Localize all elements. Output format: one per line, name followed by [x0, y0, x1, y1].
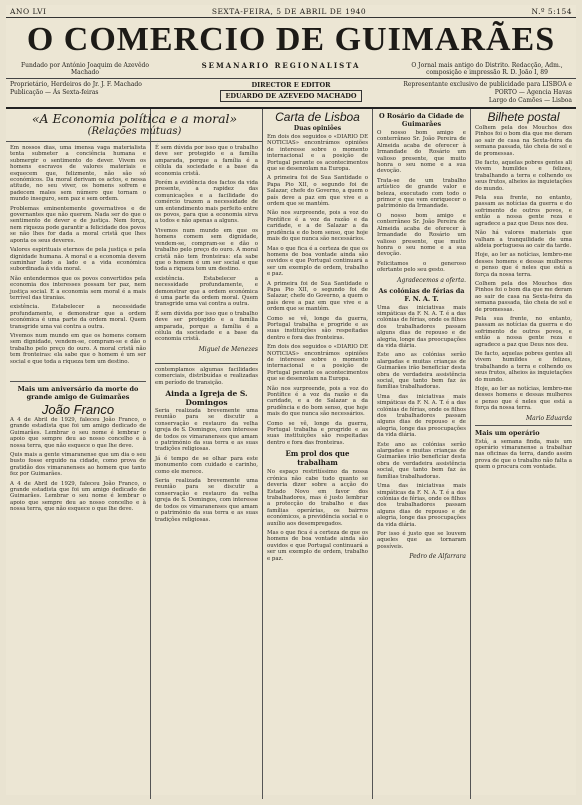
masthead-info: [6, 78, 576, 109]
lead-headline: [6, 109, 263, 142]
oldest-paper: O Jornal mais antigo do Distrito. Redacção, Adm., composição e impressão R. D. João I, 89: [411, 62, 563, 76]
carta-subtitle-2: Em prol dos que trabalham: [285, 449, 350, 468]
rosario-paragraph: O nosso bom amigo e conterrâneo Sr. João Pereira de Almeida acaba de oferecer à Irmandade do Rosário um valioso presente, que muito honra o seu nome e a sua devoção.: [377, 130, 466, 175]
founder: Fundado por António Joaquim de Azevêdo Machado: [21, 62, 149, 76]
director-block: [220, 81, 361, 105]
bilhete-title: Bilhete postal: [487, 110, 560, 124]
igreja-paragraph: Seria realizada brevemente uma reunião para se discutir a conservação e restauro da velha igreja de S. Domingos, com interesse de todos os vimaranenses que amam o património da sua terra e as suas tradições religiosas.: [155, 408, 258, 453]
bilhete-paragraph: Hoje, ao ler as notícias, lembro-me desses homens e dessas mulheres e penso que é neles que está a força da nossa terra.: [475, 252, 572, 278]
masthead-title: O COMERCIO DE GUIMARÃES: [26, 21, 556, 58]
bilhete-paragraph: De facto, aquelas pobres gentes ali vivem humildes e felizes, trabalhando a terra e colhendo os seus frutos, alheios às inquietações do mundo.: [475, 351, 572, 383]
divider: [155, 363, 258, 364]
lead-paragraph: Problemas eminentemente governativos e de governantes que não querem. Nada ser do que o sentimento de dever e de justiça. Nem força, nem riqueza pode garantir a felicidade dos povos se não lhes for dada a moral cristã que lhes aponta os seus deveres.: [10, 205, 146, 244]
lead-signature: Miguel de Menezes: [198, 345, 258, 353]
rosario-paragraph: Felicitamos o generoso ofertante pelo seu gesto.: [377, 260, 466, 274]
lead-paragraph: Não entendermos que os povos convertidos pela economia dos interesses possam ter paz, nem justiça social. E a economia sem moral é a mais terrível das tiranias.: [10, 275, 146, 301]
colonias-signature: Pedro de Alfarrara: [409, 553, 466, 561]
obit-paragraph: A 4 de Abril de 1929, faleceu João Franco, o grande estadista que foi um amigo dedicado de Guimarães. Lembrar o seu nome é lembrar o apoio que sempre deu ao nosso concelho e à nossa terra, que não esquece o que lhe deve.: [10, 480, 146, 513]
bilhete-paragraph: Colhem pela dos Mouchos dos Pinhos foi o bom dia que me deram ao sair de casa na Sexta-feira da semana passada, tão cheia de sol e de promessas.: [475, 125, 572, 157]
rosario-signoff: Agradecemos a oferta.: [397, 276, 466, 284]
colonias-title: As colónias de férias da F. N. A. T.: [378, 286, 465, 303]
bilhete-paragraph: Colhem pela dos Mouchos dos Pinhos foi o bom dia que me deram ao sair de casa na Sexta-feira da semana passada, tão cheia de sol e de promessas.: [475, 280, 572, 313]
column-5: [471, 109, 576, 799]
column-4: [373, 109, 471, 799]
colonias-paragraph: Por isso é justo que se louvem aqueles que as tornaram possíveis.: [377, 530, 466, 550]
col2-paragraph: contemplamos algumas facilidades comerciais, distribuídas e realizadas em período de transição.: [155, 366, 258, 386]
obit-title: Mais um aniversário da morte do grande amigo de Guimarães: [17, 385, 139, 401]
lead-paragraph: É sem dúvida por isso que o trabalho deve ser protegido e a família amparada, porque a família é a célula da sociedade e a base da economia cristã.: [155, 310, 258, 343]
volume: ANO LVI: [10, 7, 47, 16]
bilhete-paragraph: Não há valores materiais que valham a tranquilidade de uma aldeia portuguesa ao cair da tarde.: [475, 230, 572, 249]
director-label: DIRECTOR E EDITOR: [251, 81, 331, 89]
publication-day: Publicação — Ás Sexta-feiras: [10, 89, 99, 96]
divider: [10, 381, 146, 382]
representative-text: Representante exclusivo de publicidade para LISBOA e PORTO — Agencia Havas: [403, 81, 572, 96]
carta-paragraph: Em dois dos seguidos o «DIARIO DE NOTICIAS» encontrámos opiniões de interesse sobre o momento internacional e a posição de Portugal perante os acontecimentos que se desenrolam na Europa.: [267, 344, 368, 383]
colonias-paragraph: Este ano as colónias serão alargadas e muitas crianças de Guimarães irão beneficiar desta obra de verdadeira assistência social, que tanto bem faz às famílias trabalhadoras.: [377, 352, 466, 391]
colonias-paragraph: Este ano as colónias serão alargadas e muitas crianças de Guimarães irão beneficiar desta obra de verdadeira assistência social, que tanto bem faz às famílias trabalhadoras.: [377, 441, 466, 480]
colonias-paragraph: Uma das iniciativas mais simpáticas da F. N. A. T. é a das colónias de férias, onde os filhos dos trabalhadores passam alguns dias de repouso e de alegria, longe das preocupações da vida diária.: [377, 304, 466, 349]
carta-paragraph: A primeira foi de Sua Santidade o Papa Pio XII, o segundo foi de Salazar, chefe do Governo, a quem o país deve a paz em que vive e a ordem que se mantém.: [267, 280, 368, 313]
header-topline: [6, 5, 576, 18]
igreja-title: Ainda a Igreja de S. Domingos: [165, 389, 248, 407]
carta-paragraph: Em dois dos seguidos o «DIARIO DE NOTICIAS» encontrámos opiniões de interesse sobre o momento internacional e a posição de Portugal perante os acontecimentos que se desenrolam na Europa.: [267, 134, 368, 173]
issue-date: SEXTA-FEIRA, 5 DE ABRIL DE 1940: [211, 7, 367, 16]
carta-subtitle: Duas opiniões: [293, 125, 342, 132]
rosario-paragraph: Trata-se de um trabalho artístico de grande valor e beleza, executado com todo o primor e que vem enriquecer o património da Irmandade.: [377, 177, 466, 210]
bilhete-signature: Mario Eduarda: [526, 414, 572, 422]
carta-title: Carta de Lisboa: [275, 110, 360, 124]
colonias-paragraph: Uma das iniciativas mais simpáticas da F. N. A. T. é a das colónias de férias, onde os filhos dos trabalhadores passam alguns dias de repouso e de alegria, longe das preocupações da vida diária.: [377, 393, 466, 439]
operario-title: Mais um operário: [475, 428, 540, 437]
carta-paragraph: No espaço restritíssimo da nossa crónica não cabe tudo quanto se deveria dizer sobre a acção do Estado Novo em favor dos trabalhadores, mas é justo lembrar a protecção do trabalho e das famílias operárias, os bairros económicos, a previdência social e o auxílio aos desempregados.: [267, 469, 368, 527]
representative-address: Largo do Camões — Lisboa: [488, 97, 572, 104]
igreja-paragraph: Seria realizada brevemente uma reunião para se discutir a conservação e restauro da velha igreja de S. Domingos, com interesse de todos os vimaranenses que amam o património da sua terra e as suas tradições religiosas.: [155, 478, 258, 523]
bilhete-paragraph: Pela sua frente, no entanto, passam as notícias da guerra e do sofrimento de outros povos, e então a nossa gente reza e agradece a paz que Deus nos deu.: [475, 315, 572, 348]
masthead-subrow: [6, 62, 576, 76]
carta-paragraph: Não nos surpreende, pois a voz do Pontífice é a voz da razão e da caridade, e a de Salazar a da prudência e do bom senso, que hoje mais do que nunca são necessários.: [267, 385, 368, 418]
bilhete-paragraph: Hoje, ao ler as notícias, lembro-me desses homens e dessas mulheres e penso que é neles que está a força da nossa terra.: [475, 386, 572, 412]
carta-paragraph: Mas o que fica é a certeza de que os homens de boa vontade ainda são ouvidos e que Portugal continuará a ser um exemplo de ordem, trabalho e paz.: [267, 245, 368, 278]
lead-paragraph: existência. Estabelecer a necessidade profundamente, e demonstrar que a ordem económica é uma parte da ordem moral. Quem transgride uma vai contra a outra.: [155, 275, 258, 308]
carta-paragraph: Mas o que fica é a certeza de que os homens de boa vontade ainda são ouvidos e que Portugal continuará a ser um exemplo de ordem, trabalho e paz.: [267, 529, 368, 562]
carta-paragraph: Não nos surpreende, pois a voz do Pontífice é a voz da razão e da caridade, e a de Salazar a da prudência e do bom senso, que hoje mais do que nunca são necessários.: [267, 210, 368, 243]
columns: [6, 109, 576, 799]
newspaper-page: [6, 5, 576, 795]
lead-paragraph: Valores espirituais eternos de pela justiça e pela dignidade humana. A moral e a economia devem caminhar lado a lado e a vida económica subordinada à vida moral.: [10, 247, 146, 273]
lead-title: «A Economia política e a moral»: [31, 111, 238, 126]
lead-paragraph: É sem dúvida por isso que o trabalho deve ser protegido e a família amparada, porque a família é a célula da sociedade e a base da economia cristã.: [155, 145, 258, 177]
rosario-title: O Rosário da Cidade de Guimarães: [378, 112, 465, 128]
director-name: EDUARDO DE AZEVEDO MACHADO: [220, 90, 361, 102]
obit-name: João Franco: [41, 402, 115, 417]
colonias-paragraph: Uma das iniciativas mais simpáticas da F. N. A. T. é a das colónias de férias, onde os filhos dos trabalhadores passam alguns dias de repouso e de alegria, longe das preocupações da vida diária.: [377, 483, 466, 528]
lead-subtitle: (Relações mútuas): [87, 126, 182, 137]
column-3: [263, 109, 373, 799]
owner: Proprietário, Herdeiros do Jr. J. F. Machado: [10, 81, 142, 88]
obit-paragraph: Quis mais a gente vimaranense que um dia o seu busto fosse erguido na cidade, como prova de gratidão dos vimaranenses ao homem que tanto fez por Guimarães.: [10, 452, 146, 478]
issue-number: N.º 5:154: [531, 7, 572, 16]
carta-paragraph: A primeira foi de Sua Santidade o Papa Pio XII, o segundo foi de Salazar, chefe do Governo, a quem o país deve a paz em que vive e a ordem que se mantém.: [267, 175, 368, 208]
column-2: [151, 109, 263, 799]
igreja-paragraph: Já é tempo de se olhar para este monumento com cuidado e carinho, como ele merece.: [155, 455, 258, 475]
lead-paragraph: Vivemos num mundo em que os homens comem sem dignidade, vendem-se, compram-se e dão o trabalho pelo preço do ouro. A moral cristã não tem fronteiras: ela sabe que o homem é um ser social e que toda a riqueza tem um destino.: [10, 332, 146, 365]
divider: [475, 425, 572, 426]
lead-paragraph: Porém a evidência dos factos da vida presente, a rapidez das comunicações e a facilidade do comércio trazem a necessidade de um entendimento mais perfeito entre os povos, para que a economia sirva a todos e não apenas a alguns.: [155, 180, 258, 225]
rosario-paragraph: O nosso bom amigo e conterrâneo Sr. João Pereira de Almeida acaba de oferecer à Irmandade do Rosário um valioso presente, que muito honra o seu nome e a sua devoção.: [377, 212, 466, 258]
column-1: [6, 109, 151, 799]
bilhete-paragraph: De facto, aquelas pobres gentes ali vivem humildes e felizes, trabalhando a terra e colhendo os seus frutos, alheios às inquietações do mundo.: [475, 160, 572, 192]
representative-block: [402, 81, 572, 105]
lead-paragraph: existência. Estabelecer a necessidade profundamente, e demonstrar que a ordem económica é uma parte da ordem moral. Quem transgride uma vai contra a outra.: [10, 304, 146, 330]
paper-subtitle: SEMANARIO REGIONALISTA: [201, 61, 361, 70]
carta-paragraph: Como se vê, longe da guerra, Portugal trabalha e progride e as suas instituições são respeitadas dentro e fora das fronteiras.: [267, 420, 368, 446]
carta-paragraph: Como se vê, longe da guerra, Portugal trabalha e progride e as suas instituições são respeitadas dentro e fora das fronteiras.: [267, 315, 368, 341]
lead-paragraph: Em nossos dias, uma imensa vaga materialista tenta submeter a conciência humana e submergir o sentimento do dever. Vivem os homens escravos de valores materiais e esquecem que, felizmente, não são só económicos. Da moral derivam os actos, e nessa atitude, no seu viver, os homens sofrem e padecem males sem número que tornam o mundo inseguro, sem paz e sem ordem.: [10, 145, 146, 203]
lead-paragraph: Vivemos num mundo em que os homens comem sem dignidade, vendem-se, compram-se e dão o trabalho pelo preço do ouro. A moral cristã não tem fronteiras: ela sabe que o homem é um ser social e que toda a riqueza tem um destino.: [155, 227, 258, 273]
operario-paragraph: Está, a semana finda, mais um operário vimaranense a trabalhar nas oficinas da terra, dando assim prova de que o trabalho não falta a quem o procura com vontade.: [475, 438, 572, 471]
bilhete-paragraph: Pela sua frente, no entanto, passam as notícias da guerra e do sofrimento de outros povos, e então a nossa gente reza e agradece a paz que Deus nos deu.: [475, 195, 572, 227]
obit-paragraph: A 4 de Abril de 1929, faleceu João Franco, o grande estadista que foi um amigo dedicado de Guimarães. Lembrar o seu nome é lembrar o apoio que sempre deu ao nosso concelho e à nossa terra, que não esquece o que lhe deve.: [10, 417, 146, 449]
